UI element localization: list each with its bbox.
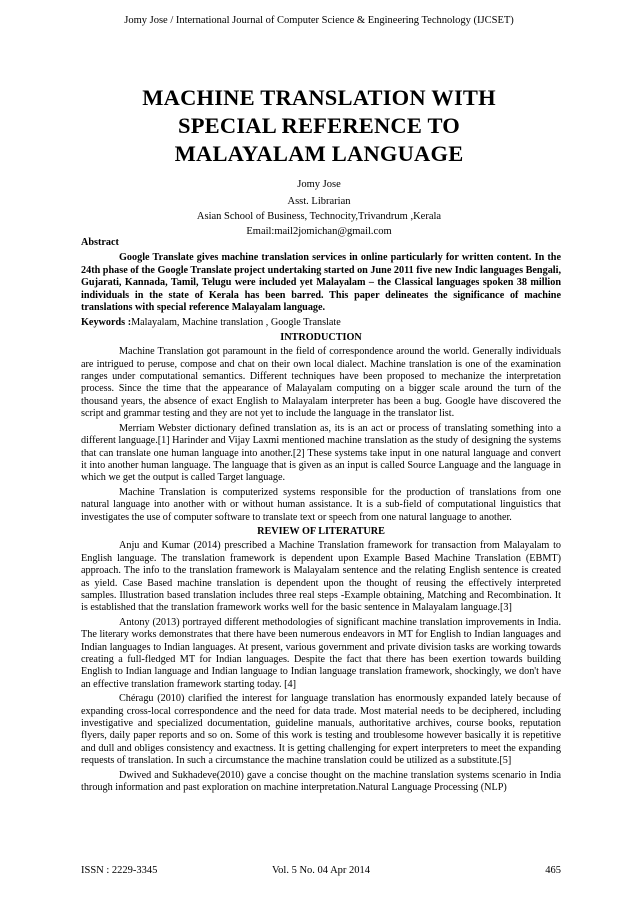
keywords-label: Keywords : xyxy=(81,317,132,329)
keywords-text: Malayalam, Machine translation , Google Translate xyxy=(131,317,341,329)
paragraph: Merriam Webster dictionary defined translation as, its is an act or process of translating something into a different language.[1] Harinder and Vijay Laxmi mentioned machine translation as the study of designing the systems that can translate one human language into another.[2] These systems take input in one natural language and convert it into another human language. The language that is given as an input is called Source Language and the language in which we get the output is called Target language. xyxy=(81,422,561,484)
page-footer xyxy=(81,865,561,879)
paper-title xyxy=(60,84,578,168)
paragraph: Machine Translation got paramount in the field of correspondence around the world. Generally individuals are intrigued to peruse, compose and chat on their own local dialect. Machine translation is one of the examination ranges under computational semantics. Different techniques have been proposed to mechanize the interpretation process. Since the time that the appearance of Malayalam computing on a bigger scale around the turn of the thousand years, the absence of exact English to Malayalam interpreter has been a bug. Google have discovered the script and grammar testing and they are not yet to include the language in the translator list. xyxy=(81,346,561,420)
section-heading-introduction: INTRODUCTION xyxy=(280,331,362,343)
abstract-heading: Abstract xyxy=(81,237,119,248)
paragraph: Chéragu (2010) clarified the interest for language translation has enormously expanded lately because of expanding cross-local correspondence and the need for data trade. Most material needs to be deciphered, including investigative and specialized documentation, guideline manuals, authoritative archives, course books, reputation flyers, daily paper reports and so on. Some of this work is testing and troublesome however basically it is repetitive and dull and obliges consistency and exactness. It is getting challenging for expert interpreters to meet the expanding requests of translation. In such a circumstance the machine translation could be utilized as a substitute.[5] xyxy=(81,693,561,767)
paragraph: Dwived and Sukhadeve(2010) gave a concise thought on the machine translation systems scenario in India through information and past exploration on machine interpretation.Natural Language Processing (NLP) xyxy=(81,769,561,794)
paragraph: Anju and Kumar (2014) prescribed a Machine Translation framework for transaction from Malayalam to English language. The translation framework is dependent upon Example Based Machine Translation (EBMT) approach. The info to the translation framework is Malayalam sentence and the relating English sentence is created as yield. Case Based machine translation is dependent upon the thought of reusing the effectively interpreted samples. Illustration based translation includes three real steps -Example obtaining, Matching and Recombination. It is established that the translation framework works well for the basic sentence in Malayalam language.[3] xyxy=(81,540,561,614)
section-heading-review: REVIEW OF LITERATURE xyxy=(257,525,385,537)
title-line-3: MALAYALAM LANGUAGE xyxy=(174,141,464,166)
footer-issn: ISSN : 2229-3345 xyxy=(81,865,158,876)
author-email: Email:mail2jomichan@gmail.com xyxy=(246,226,392,237)
footer-volume: Vol. 5 No. 04 Apr 2014 xyxy=(271,865,371,876)
running-header: Jomy Jose / International Journal of Computer Science & Engineering Technology (IJCSET) xyxy=(124,15,514,26)
footer-page-number: 465 xyxy=(545,865,561,876)
author-designation: Asst. Librarian xyxy=(287,196,351,207)
abstract-text: Google Translate gives machine translation services in online particularly for written content. In the 24th phase of the Google Translate project undertaking started on June 2011 five new Indic languages Bengali, Gujarati, Kannada, Tamil, Telugu were included yet Malayalam – the Classical languages spoken 38 million individuals in the state of Kerala has been barred. This paper delineates the significance of machine translations with special reference Malayalam language. xyxy=(81,252,561,314)
keywords xyxy=(81,317,561,329)
author-block xyxy=(40,178,598,240)
title-line-2: SPECIAL REFERENCE TO xyxy=(178,113,460,138)
paragraph: Antony (2013) portrayed different methodologies of significant machine translation improvements in India. The literary works demonstrates that there have been numerous endeavors in MT for English to Indian languages and Indian languages to Indian languages. At present, various government and private division tasks are working towards creating a full-fledged MT for Indian languages. Despite the fact that there has been exertion towards building English to Indian language and Indian language to Indian language translation framework, shockingly, we don't have an effective translation framework starting today. [4] xyxy=(81,616,561,690)
author-name: Jomy Jose xyxy=(297,179,341,190)
title-line-1: MACHINE TRANSLATION WITH xyxy=(142,85,496,110)
paragraph: Machine Translation is computerized systems responsible for the production of translations from one natural language into another with or without human assistance. It is a sub-field of computational linguistics that investigates the use of computer software to translate text or speech from one natural language to another. xyxy=(81,486,561,523)
author-affiliation: Asian School of Business, Technocity,Trivandrum ,Kerala xyxy=(196,211,442,222)
paper-body xyxy=(81,237,561,796)
